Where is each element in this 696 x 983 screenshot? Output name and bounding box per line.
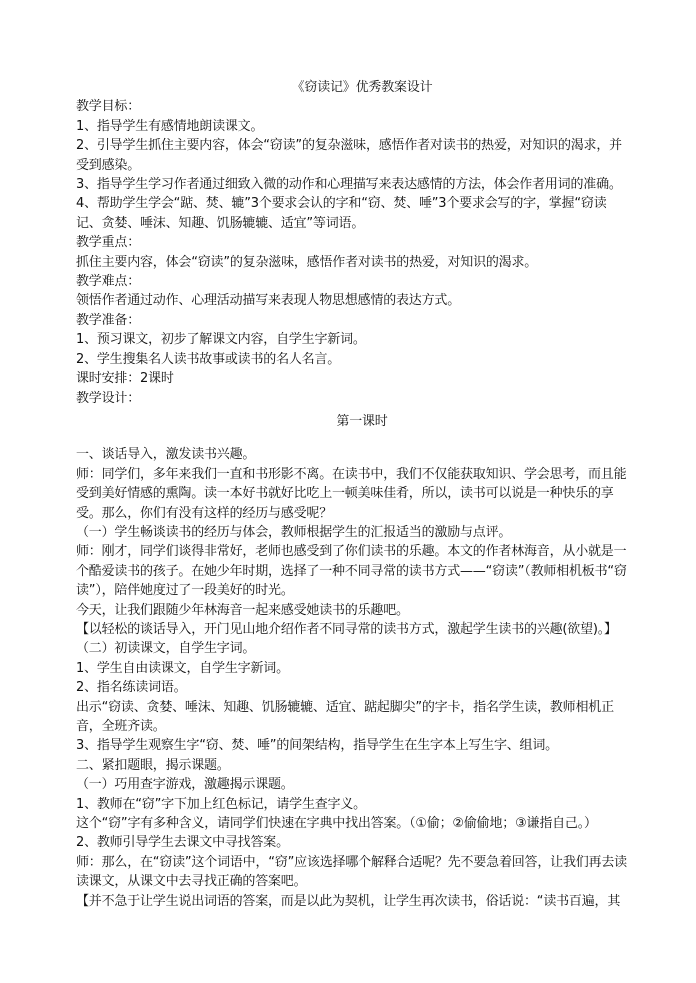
text-line: 抓住主要内容，体会“窃读”的复杂滋味，感悟作者对读书的热爱，对知识的渴求。 (76, 254, 538, 270)
text-line: 1、预习课文，初步了解课文内容，自学生字新词。 (76, 332, 366, 348)
text-line: （二）初读课文，自学生字词。 (76, 641, 256, 657)
text-line: 领悟作者通过动作、心理活动描写来表现人物思想感情的表达方式。 (76, 293, 461, 309)
text-line: 1、教师在“窃”字下加上红色标记，请学生查字义。 (76, 796, 366, 812)
text-line: 教学重点： (76, 235, 141, 251)
text-paragraph: 出示“窃读、贪婪、唾沫、知趣、饥肠辘辘、适宜、踮起脚尖”的字卡，指名学生读，教师相机正音，全班齐读。 (76, 699, 614, 734)
text-line: 二、紧扣题眼，揭示课题。 (76, 757, 230, 773)
text-paragraph: 【以轻松的谈话导入，开门见山地介绍作者不同寻常的读书方式，激起学生读书的兴趣(欲望)。】 (76, 621, 617, 637)
text-line: 【并不急于让学生说出词语的答案，而是以此为契机，让学生再次读书，俗话说：“读书百遍，其 (76, 893, 621, 909)
text-line: （一）学生畅谈读书的经历与体会，教师根据学生的汇报适当的激励与点评。 (76, 524, 512, 540)
text-line: 教学目标： (76, 99, 141, 115)
text-paragraph: 师：那么，在“窃读”这个词语中，“窃”应该选择哪个解释合适呢？先不要急着回答，让我们再去读读课文，从课文中去寻找正确的答案吧。 (76, 854, 627, 890)
text-line: 今天，让我们跟随少年林海音一起来感受她读书的乐趣吧。 (76, 602, 409, 618)
text-line: 2、指名练读词语。 (76, 680, 187, 696)
text-line: 教学难点： (76, 274, 141, 290)
document-page (76, 78, 628, 911)
text-line: 教学准备： (76, 312, 141, 328)
text-paragraph: 这个“窃”字有多种含义，请同学们快速在字典中找出答案。（①偷；②偷偷地；③谦指自己。） (76, 816, 597, 832)
text-line: （一）巧用查字游戏，激趣揭示课题。 (76, 777, 294, 793)
text-line: 3、指导学生学习作者通过细致入微的动作和心理描写来表达感情的方法，体会作者用词的准确。 (76, 177, 622, 193)
document-title: 《窃读记》优秀教案设计 (291, 80, 433, 95)
text-line: 教学设计： (76, 390, 141, 406)
text-paragraph: 师：刚才，同学们谈得非常好，老师也感受到了你们读书的乐趣。本文的作者林海音，从小就是一个酷爱读书的孩子。在她少年时期，选择了一种不同寻常的读书方式——“窃读”（教师相机板书“窃读”），陪伴她度过了一段美好的时光。 (76, 544, 627, 599)
text-line: 课时安排：2课时 (76, 371, 174, 387)
text-line: 1、指导学生有感情地朗读课文。 (76, 118, 264, 134)
lesson-heading: 第一课时 (336, 413, 388, 429)
text-line: 1、学生自由读课文，自学生字新词。 (76, 660, 289, 676)
text-line: 一、谈话导入，激发读书兴趣。 (76, 447, 256, 463)
text-paragraph: 4、帮助学生学会“踮、焚、辘”3个要求会认的字和“窃、焚、唾”3个要求会写的字，掌握“窃读记、贪婪、唾沫、知趣、饥肠辘辘、适宜”等词语。 (76, 196, 607, 231)
text-paragraph: 师：同学们，多年来我们一直和书形影不离。在读书中，我们不仅能获取知识、学会思考，而且能受到美好情感的熏陶。读一本好书就好比吃上一顿美味佳肴，所以，读书可以说是一种快乐的享受。那么，你们有没有这样的经历与感受呢？ (76, 466, 627, 521)
text-line: 2、学生搜集名人读书故事或读书的名人名言。 (76, 351, 341, 367)
text-paragraph: 2、引导学生抓住主要内容，体会“窃读”的复杂滋味，感悟作者对读书的热爱，对知识的渴求，并受到感染。 (76, 138, 622, 173)
text-line: 3、指导学生观察生字“窃、焚、唾”的间架结构，指导学生在生字本上写生字、组词。 (76, 738, 558, 754)
text-line: 2、教师引导学生去课文中寻找答案。 (76, 835, 289, 851)
